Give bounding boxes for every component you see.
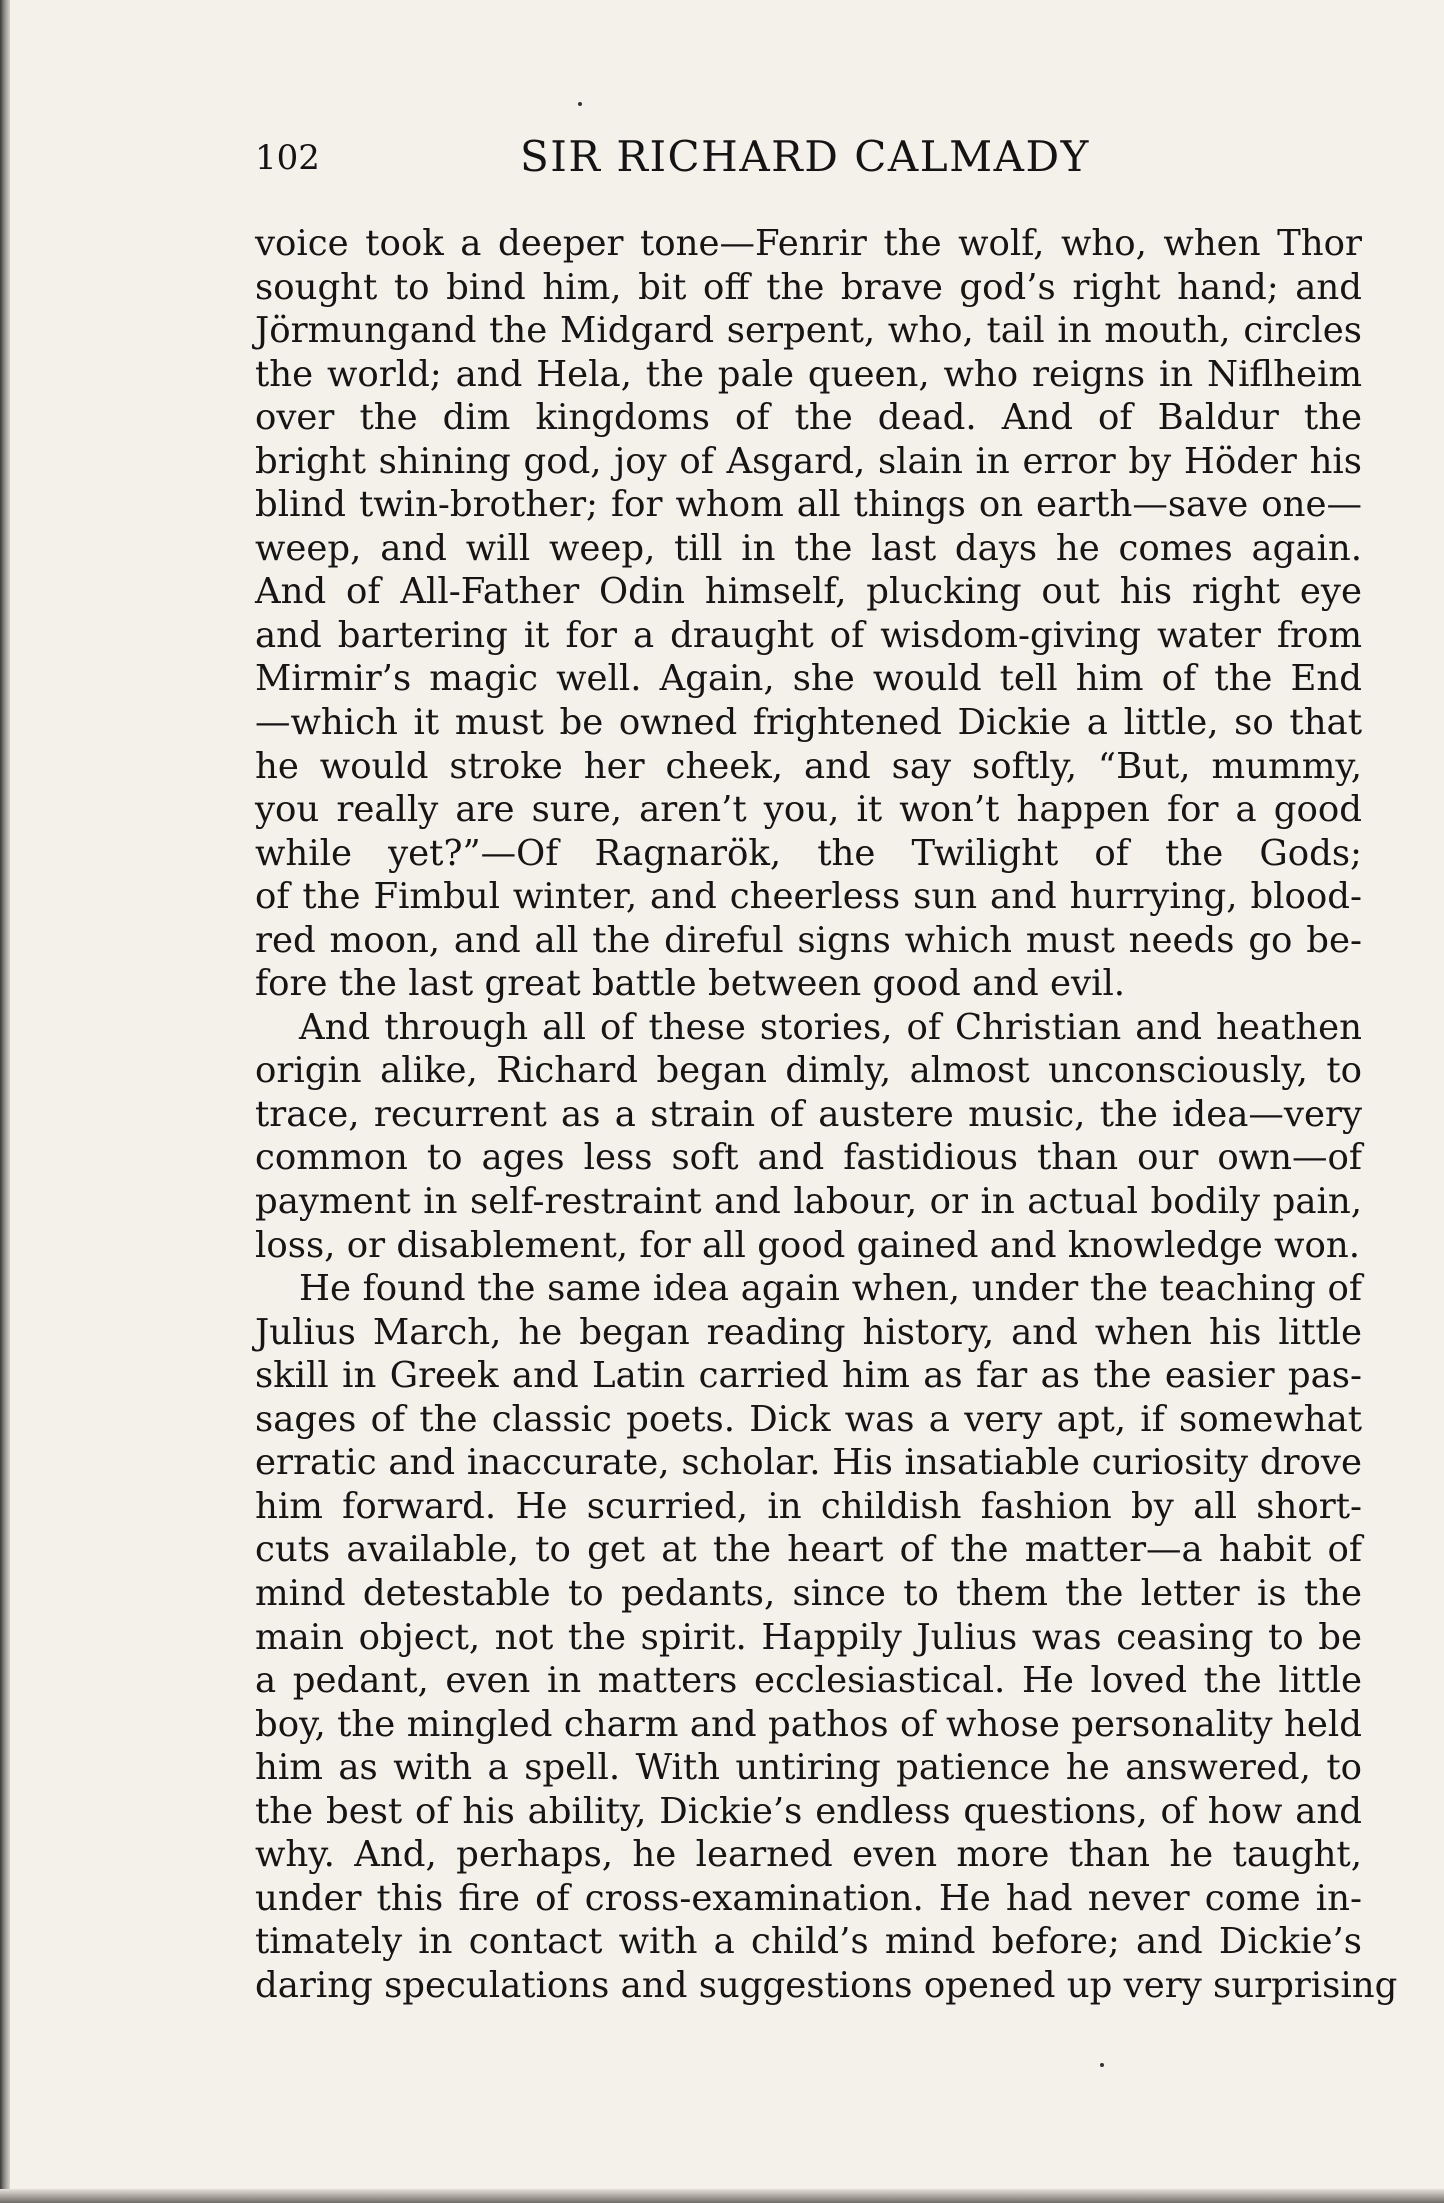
text-line: red moon, and all the direful signs which must needs go be- <box>255 919 1362 961</box>
text-line: mind detestable to pedants, since to them the letter is the <box>255 1572 1362 1614</box>
text-line: main object, not the spirit. Happily Julius was ceasing to be <box>255 1616 1362 1658</box>
text-line: —which it must be owned frightened Dickie a little, so that <box>255 702 1362 744</box>
text-line: of the Fimbul winter, and cheerless sun and hurrying, blood- <box>255 876 1362 918</box>
text-line: over the dim kingdoms of the dead. And of Baldur the <box>255 397 1362 439</box>
text-line: voice took a deeper tone—Fenrir the wolf, who, when Thor <box>255 223 1362 264</box>
text-line: And of All-Father Odin himself, plucking out his right eye <box>255 571 1362 613</box>
text-line: sought to bind him, bit off the brave god’s right hand; and <box>255 266 1362 308</box>
text-line: And through all of these stories, of Christian and heathen <box>299 1006 1362 1048</box>
text-line: origin alike, Richard began dimly, almost unconsciously, to <box>255 1050 1362 1092</box>
text-line: he would stroke her cheek, and say softly, “But, mummy, <box>255 745 1362 787</box>
paragraph <box>255 222 1362 1006</box>
text-line: Julius March, he began reading history, and when his little <box>255 1311 1362 1353</box>
text-line: a pedant, even in matters ecclesiastical. He loved the little <box>255 1660 1362 1702</box>
text-line: Jörmungand the Midgard serpent, who, tail in mouth, circles <box>255 310 1362 352</box>
text-line: daring speculations and suggestions opened up very surprising <box>255 1964 1398 2006</box>
text-line: trace, recurrent as a strain of austere music, the idea—very <box>255 1093 1362 1135</box>
text-line: blind twin-brother; for whom all things on earth—save one— <box>255 484 1362 526</box>
text-line: bright shining god, joy of Asgard, slain in error by Höder his <box>255 440 1362 482</box>
text-line: the best of his ability, Dickie’s endless questions, of how and <box>255 1790 1362 1832</box>
text-line: and bartering it for a draught of wisdom-giving water from <box>255 614 1362 656</box>
body-text <box>255 222 1398 2007</box>
text-line: erratic and inaccurate, scholar. His insatiable curiosity drove <box>255 1442 1362 1484</box>
print-speck <box>1100 2063 1104 2067</box>
text-line: why. And, perhaps, he learned even more than he taught, <box>255 1834 1362 1876</box>
text-line: him forward. He scurried, in childish fashion by all short- <box>255 1485 1362 1527</box>
text-line: timately in contact with a child’s mind before; and Dickie’s <box>255 1921 1362 1963</box>
text-line: weep, and will weep, till in the last days he comes again. <box>255 527 1362 569</box>
text-line: skill in Greek and Latin carried him as far as the easier pas- <box>255 1355 1362 1397</box>
text-line: payment in self-restraint and labour, or in actual bodily pain, <box>255 1181 1362 1223</box>
text-line: cuts available, to get at the heart of the matter—a habit of <box>255 1529 1362 1571</box>
running-title: SIR RICHARD CALMADY <box>520 132 1090 181</box>
text-line: him as with a spell. With untiring patience he answered, to <box>255 1747 1362 1789</box>
text-line: fore the last great battle between good and evil. <box>255 963 1126 1005</box>
text-line: loss, or disablement, for all good gained and knowledge won. <box>255 1224 1360 1266</box>
text-line: the world; and Hela, the pale queen, who reigns in Niflheim <box>255 353 1362 395</box>
text-line: He found the same idea again when, under the teaching of <box>299 1268 1362 1310</box>
page-bottom-edge <box>0 2189 1444 2203</box>
text-line: common to ages less soft and fastidious than our own—of <box>255 1137 1362 1179</box>
page-header <box>255 128 1360 188</box>
print-speck <box>578 102 582 106</box>
text-line: while yet?”—Of Ragnarök, the Twilight of the Gods; <box>255 832 1362 874</box>
text-line: you really are sure, aren’t you, it won’t happen for a good <box>255 789 1362 831</box>
page-binding-edge <box>0 0 10 2203</box>
paragraph <box>255 1006 1362 1267</box>
text-line: Mirmir’s magic well. Again, she would tell him of the End <box>255 658 1362 700</box>
text-line: boy, the mingled charm and pathos of whose personality held <box>255 1703 1362 1745</box>
paragraph <box>255 1267 1398 2007</box>
text-line: under this fire of cross-examination. He had never come in- <box>255 1877 1362 1919</box>
page-number: 102 <box>255 138 320 178</box>
text-line: sages of the classic poets. Dick was a very apt, if somewhat <box>255 1398 1362 1440</box>
